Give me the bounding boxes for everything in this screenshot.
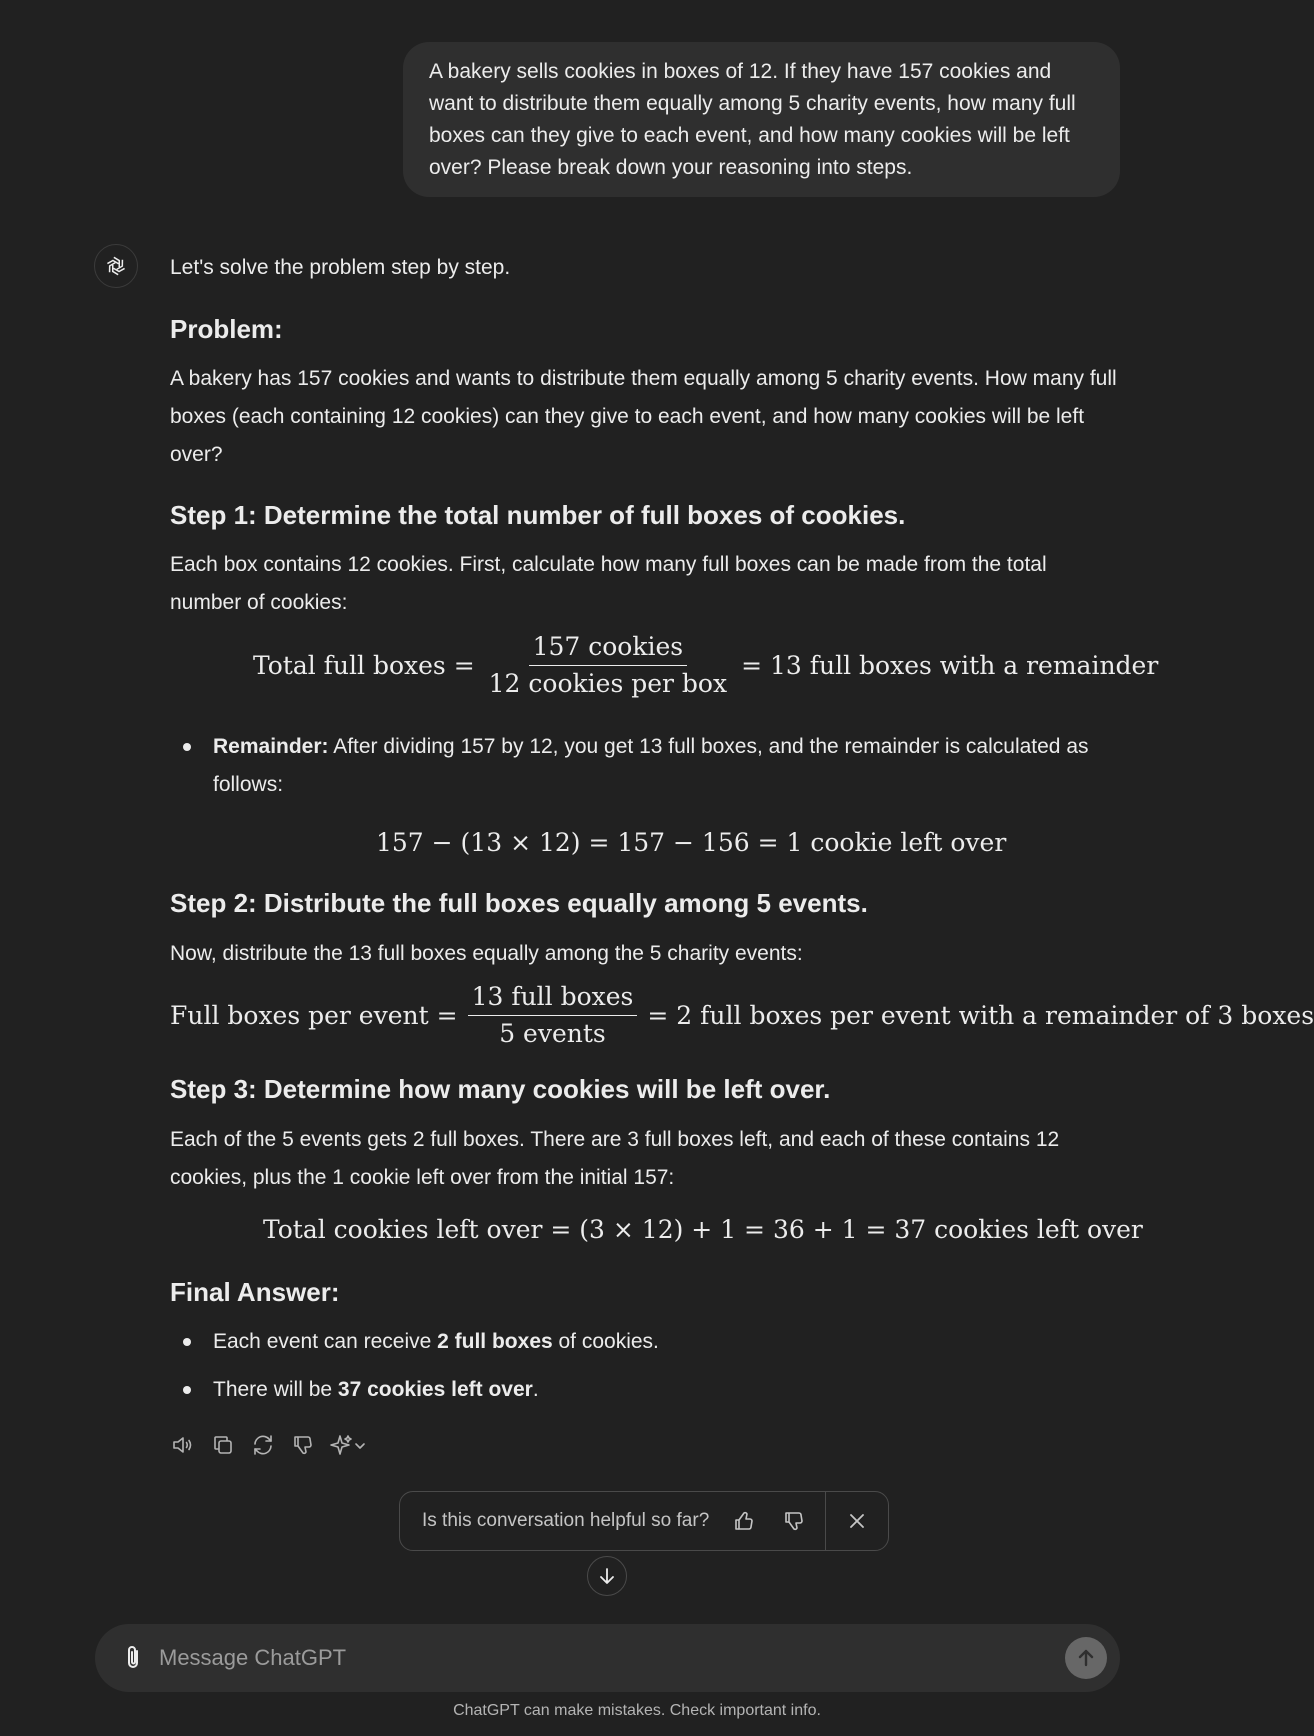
user-message-bubble <box>403 42 1120 197</box>
assistant-intro: Let's solve the problem step by step. <box>170 256 511 279</box>
final-1-suffix: of cookies. <box>552 1330 659 1353</box>
thumbs-down-icon <box>782 1509 806 1533</box>
step1-heading: Step 1: Determine the total number of full boxes of cookies. <box>170 500 906 530</box>
helpful-no-button[interactable] <box>779 1506 809 1536</box>
paperclip-icon <box>122 1644 146 1672</box>
problem-heading: Problem: <box>170 314 283 344</box>
read-aloud-icon <box>171 1433 195 1457</box>
eq1-denominator: 12 cookies per box <box>488 669 728 698</box>
remainder-text: After dividing 157 by 12, you get 13 full boxes, and the remainder is calculated as follows: <box>213 735 1089 796</box>
final-1-text: Each event can receive <box>213 1330 438 1353</box>
message-input[interactable] <box>159 1645 1065 1671</box>
eq1-numerator: 157 cookies <box>529 632 688 666</box>
equation-boxes-per-event <box>170 982 1314 1049</box>
eq3-fraction <box>468 982 638 1049</box>
remainder-label: Remainder: <box>213 735 329 758</box>
helpful-yes-button[interactable] <box>729 1506 759 1536</box>
feedback-close-button[interactable] <box>842 1506 872 1536</box>
eq3-lhs: Full boxes per event = <box>170 1001 458 1030</box>
step3-heading: Step 3: Determine how many cookies will be left over. <box>170 1074 831 1104</box>
eq3-rhs: = 2 full boxes per event with a remainder of 3 boxes <box>647 1001 1314 1030</box>
copy-button[interactable] <box>210 1432 236 1458</box>
equation-remainder <box>376 828 1006 857</box>
eq2-text: 157 − (13 × 12) = 157 − 156 = 1 cookie left over <box>376 828 1007 857</box>
openai-logo-icon <box>103 253 129 279</box>
final-answer-item-1 <box>213 1323 1163 1361</box>
arrow-up-icon <box>1075 1647 1097 1669</box>
final-2-suffix: . <box>532 1378 539 1401</box>
feedback-question: Is this conversation helpful so far? <box>422 1510 710 1531</box>
message-actions <box>170 1432 368 1458</box>
final-1-bold: 2 full boxes <box>437 1330 553 1353</box>
list-bullet <box>183 1338 191 1346</box>
list-bullet <box>183 1386 191 1394</box>
close-icon <box>847 1511 867 1531</box>
final-2-bold: 37 cookies left over <box>337 1378 533 1401</box>
read-aloud-button[interactable] <box>170 1432 196 1458</box>
disclaimer-text: ChatGPT can make mistakes. Check important info. <box>453 1702 821 1719</box>
regenerate-button[interactable] <box>250 1432 276 1458</box>
eq3-denominator: 5 events <box>499 1019 606 1048</box>
scroll-to-bottom-button[interactable] <box>587 1556 627 1596</box>
equation-total-full-boxes <box>253 632 1158 699</box>
eq4-text: Total cookies left over = (3 × 12) + 1 = 36 + 1 = 37 cookies left over <box>263 1215 1143 1244</box>
assistant-avatar <box>94 244 138 288</box>
feedback-prompt <box>399 1491 889 1551</box>
thumbs-down-icon <box>291 1433 315 1457</box>
step1-text: Each box contains 12 cookies. First, calculate how many full boxes can be made from the total number of cookies: <box>170 553 1047 614</box>
eq1-rhs: = 13 full boxes with a remainder <box>741 651 1159 680</box>
final-answer-item-2 <box>213 1371 1163 1409</box>
eq1-fraction <box>485 632 731 699</box>
message-composer <box>95 1624 1120 1692</box>
eq1-lhs: Total full boxes = <box>253 651 475 680</box>
remainder-item <box>213 728 1113 804</box>
attach-button[interactable] <box>119 1643 149 1673</box>
regenerate-icon <box>251 1433 275 1457</box>
list-bullet <box>183 743 191 751</box>
bad-response-button[interactable] <box>290 1432 316 1458</box>
copy-icon <box>211 1433 235 1457</box>
problem-text: A bakery has 157 cookies and wants to distribute them equally among 5 charity events. How many full boxes (each containing 12 cookies) can they give to each event, and how many cookies will be left over? <box>170 367 1117 466</box>
send-button[interactable] <box>1065 1637 1107 1679</box>
sparkle-model-icon <box>330 1433 368 1457</box>
equation-cookies-left <box>263 1215 1143 1244</box>
change-model-button[interactable] <box>330 1432 368 1458</box>
step2-text: Now, distribute the 13 full boxes equally among the 5 charity events: <box>170 942 803 965</box>
thumbs-up-icon <box>732 1509 756 1533</box>
arrow-down-icon <box>597 1566 617 1586</box>
user-message-text: A bakery sells cookies in boxes of 12. If they have 157 cookies and want to distribute them equally among 5 charity events, how many full boxes can they give to each event, and how many cookies will be left over? Please break down your reasoning into steps. <box>429 60 1076 179</box>
eq3-numerator: 13 full boxes <box>468 982 638 1016</box>
step3-text: Each of the 5 events gets 2 full boxes. There are 3 full boxes left, and each of these contains 12 cookies, plus the 1 cookie left over from the initial 157: <box>170 1128 1060 1189</box>
step2-heading: Step 2: Distribute the full boxes equally among 5 events. <box>170 888 868 918</box>
feedback-divider <box>825 1491 826 1551</box>
final-2-text: There will be <box>213 1378 338 1401</box>
final-answer-heading: Final Answer: <box>170 1277 340 1307</box>
